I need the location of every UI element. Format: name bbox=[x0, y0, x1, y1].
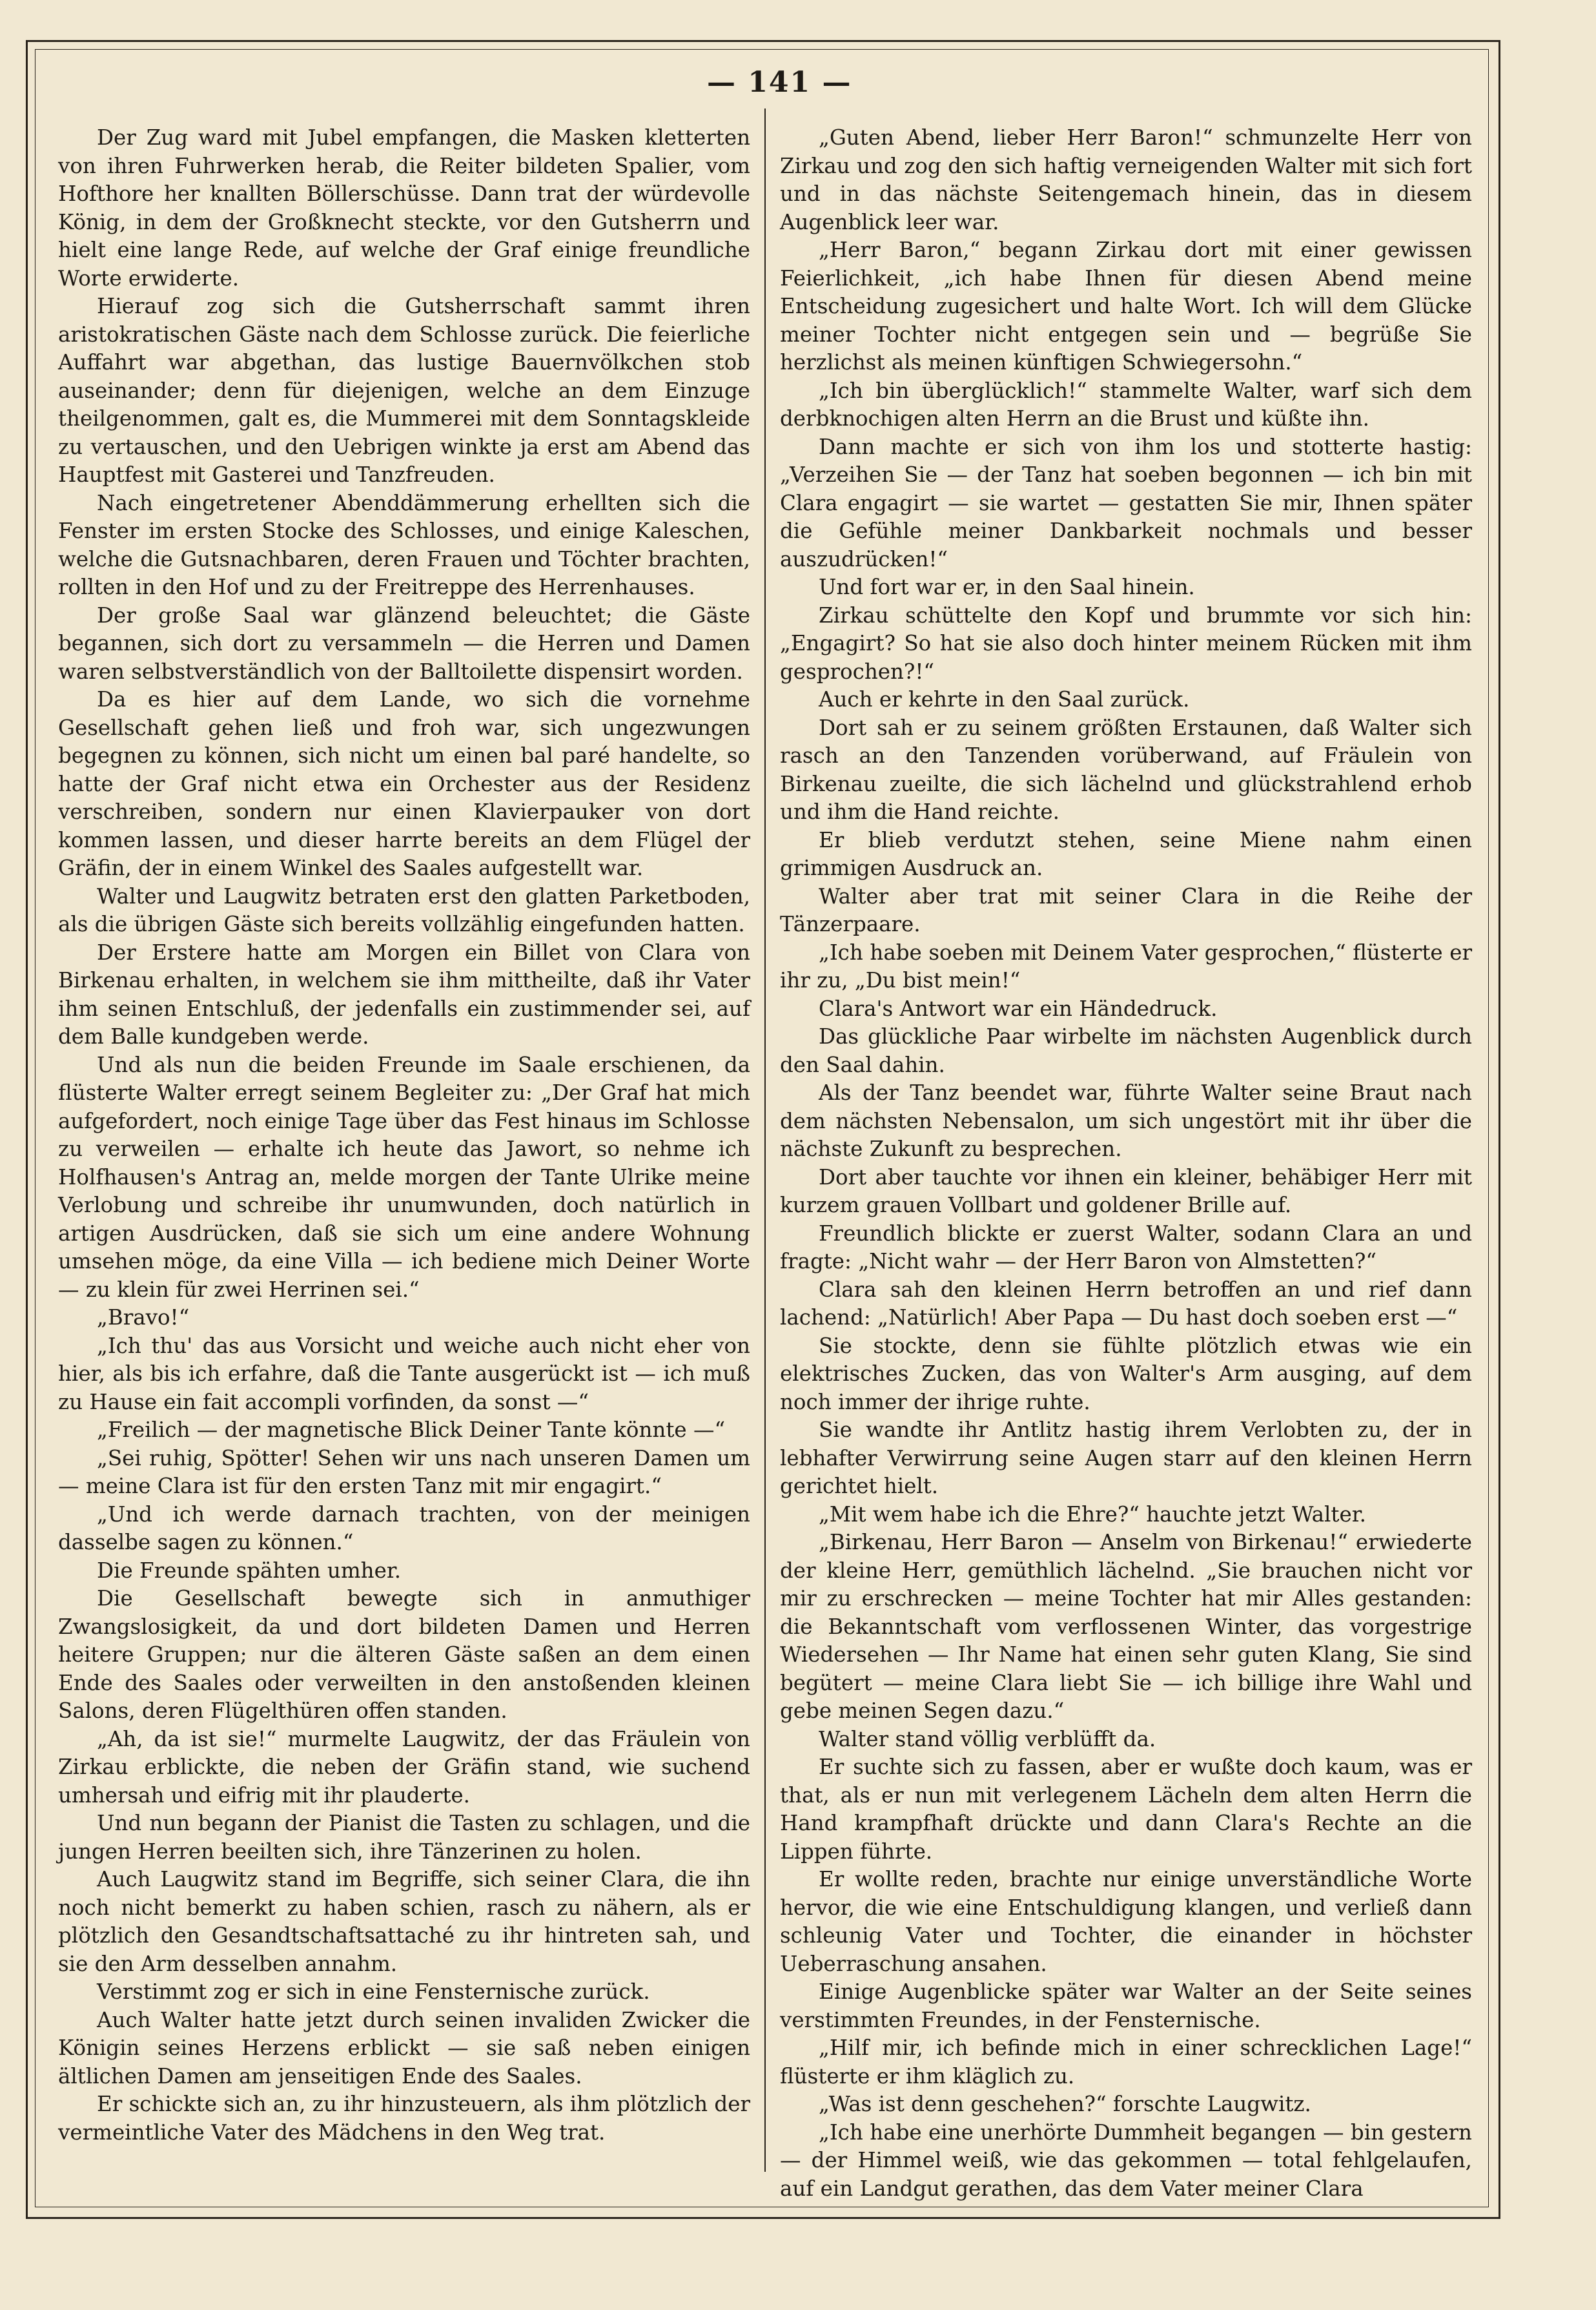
paragraph: Sie stockte, denn sie fühlte plötzlich etwas wie ein elektrisches Zucken, das von Walter's Arm ausging, auf dem noch immer der ihrige ruhte. bbox=[780, 1333, 1472, 1414]
left-column bbox=[58, 124, 750, 2147]
paragraph: „Ich thu' das aus Vorsicht und weiche auch nicht eher von hier, als bis ich erfahre, daß die Tante ausgerückt ist — ich muß zu Hause ein fait accompli vorfinden, da sonst —“ bbox=[58, 1333, 750, 1414]
column-divider bbox=[764, 108, 766, 2172]
paragraph: Er wollte reden, brachte nur einige unverständliche Worte hervor, die wie eine Entschuldigung klangen, und verließ dann schleunig Vater und Tochter, die einander in höchster Ueberraschung ansahen. bbox=[780, 1867, 1472, 1976]
paragraph: „Guten Abend, lieber Herr Baron!“ schmunzelte Herr von Zirkau und zog den sich haftig verneigenden Walter mit sich fort und in das nächste Seitengemach hinein, das in diesem Augenblick leer war. bbox=[780, 125, 1472, 234]
paragraph: „Ich habe eine unerhörte Dummheit begangen — bin gestern — der Himmel weiß, wie das gekommen — total fehlgelaufen, auf ein Landgut gerathen, das dem Vater meiner Clara bbox=[780, 2119, 1472, 2201]
paragraph: Auch Walter hatte jetzt durch seinen invaliden Zwicker die Königin seines Herzens erblickt — sie saß neben einigen ältlichen Damen am jenseitigen Ende des Saales. bbox=[58, 2007, 750, 2088]
paragraph: Walter und Laugwitz betraten erst den glatten Parketboden, als die übrigen Gäste sich bereits vollzählig eingefunden hatten. bbox=[58, 883, 750, 936]
paragraph: Auch er kehrte in den Saal zurück. bbox=[819, 687, 1190, 712]
paragraph: „Sei ruhig, Spötter! Sehen wir uns nach unseren Damen um — meine Clara ist für den ersten Tanz mit mir engagirt.“ bbox=[58, 1445, 750, 1498]
paragraph: Er blieb verdutzt stehen, seine Miene nahm einen grimmigen Ausdruck an. bbox=[780, 827, 1472, 880]
paragraph: Der Erstere hatte am Morgen ein Billet von Clara von Birkenau erhalten, in welchem sie ihm mittheilte, daß ihr Vater ihm seinen Entschluß, der jedenfalls ein zustimmender sei, auf dem Balle kundgeben werde. bbox=[58, 940, 750, 1049]
paragraph: Zirkau schüttelte den Kopf und brummte vor sich hin: „Engagirt? So hat sie also doch hinter meinem Rücken mit ihm gesprochen?!“ bbox=[780, 603, 1472, 684]
paragraph: Dort aber tauchte vor ihnen ein kleiner, behäbiger Herr mit kurzem grauen Vollbart und goldener Brille auf. bbox=[780, 1164, 1472, 1217]
paragraph: Sie wandte ihr Antlitz hastig ihrem Verlobten zu, der in lebhafter Verwirrung seine Augen starr auf den kleinen Herrn gerichtet hielt. bbox=[780, 1418, 1472, 1498]
paragraph: „Herr Baron,“ begann Zirkau dort mit einer gewissen Feierlichkeit, „ich habe Ihnen für diesen Abend meine Entscheidung zugesichert und halte Wort. Ich will dem Glücke meiner Tochter nicht entgegen sein und — begrüße Sie herzlichst als meinen künftigen Schwiegersohn.“ bbox=[780, 238, 1472, 375]
paragraph: „Mit wem habe ich die Ehre?“ hauchte jetzt Walter. bbox=[819, 1501, 1367, 1527]
paragraph: Da es hier auf dem Lande, wo sich die vornehme Gesellschaft gehen ließ und froh war, sich ungezwungen begegnen zu können, sich nicht um einen bal paré handelte, so hatte der Graf nicht etwa ein Orchester aus der Residenz verschreiben, sondern nur einen Klavierpauker von dort kommen lassen, und dieser harrte bereits an dem Flügel der Gräfin, der in einem Winkel des Saales aufgestellt war. bbox=[58, 687, 750, 880]
paragraph: Der große Saal war glänzend beleuchtet; die Gäste begannen, sich dort zu versammeln — die Herren und Damen waren selbstverständlich von der Balltoilette dispensirt worden. bbox=[58, 603, 750, 684]
paragraph: Er suchte sich zu fassen, aber er wußte doch kaum, was er that, als er nun mit verlegenem Lächeln dem alten Herrn die Hand krampfhaft drückte und dann Clara's Rechte an die Lippen führte. bbox=[780, 1755, 1472, 1864]
paragraph: Und als nun die beiden Freunde im Saale erschienen, da flüsterte Walter erregt seinem Begleiter zu: „Der Graf hat mich aufgefordert, noch einige Tage über das Fest hinaus im Schlosse zu verweilen — erhalte ich heute das Jawort, so nehme ich Holfhausen's Antrag an, melde morgen der Tante Ulrike meine Verlobung und schreibe ihr unumwunden, doch natürlich in artigen Ausdrücken, daß sie sich um eine andere Wohnung umsehen möge, da eine Villa — ich bediene mich Deiner Worte — zu klein für zwei Herrinen sei.“ bbox=[58, 1052, 750, 1302]
paragraph: Das glückliche Paar wirbelte im nächsten Augenblick durch den Saal dahin. bbox=[780, 1024, 1472, 1077]
paragraph: Nach eingetretener Abenddämmerung erhellten sich die Fenster im ersten Stocke des Schlosses, und einige Kaleschen, welche die Gutsnachbaren, deren Frauen und Töchter brachten, rollten in den Hof und zu der Freitreppe des Herrenhauses. bbox=[58, 490, 750, 599]
paragraph: „Ich bin überglücklich!“ stammelte Walter, warf sich dem derbknochigen alten Herrn an die Brust und küßte ihn. bbox=[780, 378, 1472, 431]
paragraph: Er schickte sich an, zu ihr hinzusteuern, als ihm plötzlich der vermeintliche Vater des Mädchens in den Weg trat. bbox=[58, 2092, 751, 2145]
paragraph: Und fort war er, in den Saal hinein. bbox=[819, 575, 1195, 599]
paragraph: Dann machte er sich von ihm los und stotterte hastig: „Verzeihen Sie — der Tanz hat soeben begonnen — ich bin mit Clara engagirt — sie wartet — gestatten Sie mir, Ihnen später die Gefühle meiner Dankbarkeit nochmals und besser auszudrücken!“ bbox=[780, 434, 1472, 572]
paragraph: Verstimmt zog er sich in eine Fensternische zurück. bbox=[97, 1979, 650, 2004]
paragraph: Der Zug ward mit Jubel empfangen, die Masken kletterten von ihren Fuhrwerken herab, die Reiter bildeten Spalier, vom Hofthore her knallten Böllerschüsse. Dann trat der würdevolle König, in dem der Großknecht steckte, vor den Gutsherrn und hielt eine lange Rede, auf welche der Graf einige freundliche Worte erwiderte. bbox=[58, 125, 750, 291]
paragraph: Dort sah er zu seinem größten Erstaunen, daß Walter sich rasch an den Tanzenden vorüberwand, auf Fräulein von Birkenau zueilte, die sich lächelnd und glückstrahlend erhob und ihm die Hand reichte. bbox=[780, 715, 1472, 824]
paragraph: Walter aber trat mit seiner Clara in die Reihe der Tänzerpaare. bbox=[780, 883, 1472, 936]
paragraph: Clara's Antwort war ein Händedruck. bbox=[819, 996, 1218, 1021]
paragraph: Einige Augenblicke später war Walter an der Seite seines verstimmten Freundes, in der Fensternische. bbox=[780, 1979, 1472, 2032]
paragraph: „Bravo!“ bbox=[97, 1305, 190, 1330]
paragraph: „Ah, da ist sie!“ murmelte Laugwitz, der das Fräulein von Zirkau erblickte, die neben der Gräfin stand, wie suchend umhersah und eifrig mit ihr plauderte. bbox=[58, 1726, 750, 1808]
paragraph: Auch Laugwitz stand im Begriffe, sich seiner Clara, die ihn noch nicht bemerkt zu haben schien, rasch zu nähern, als er plötzlich den Gesandtschaftsattaché zu ihr hintreten sah, und sie den Arm desselben annahm. bbox=[58, 1867, 750, 1976]
page-number: — 141 — bbox=[707, 66, 852, 99]
paragraph: „Ich habe soeben mit Deinem Vater gesprochen,“ flüsterte er ihr zu, „Du bist mein!“ bbox=[780, 940, 1472, 993]
right-column bbox=[780, 124, 1472, 2203]
paragraph: „Hilf mir, ich befinde mich in einer schrecklichen Lage!“ flüsterte er ihm kläglich zu. bbox=[780, 2036, 1472, 2088]
paragraph: „Was ist denn geschehen?“ forschte Laugwitz. bbox=[819, 2092, 1311, 2116]
paragraph: Und nun begann der Pianist die Tasten zu schlagen, und die jungen Herren beeilten sich, ihre Tänzerinen zu holen. bbox=[58, 1811, 750, 1864]
paragraph: Clara sah den kleinen Herrn betroffen an und rief dann lachend: „Natürlich! Aber Papa — Du hast doch soeben erst —“ bbox=[780, 1277, 1472, 1330]
paragraph: Die Gesellschaft bewegte sich in anmuthiger Zwangslosigkeit, da und dort bildeten Damen und Herren heitere Gruppen; nur die älteren Gäste saßen an dem einen Ende des Saales oder verweilten in den anstoßenden kleinen Salons, deren Flügelthüren offen standen. bbox=[58, 1586, 750, 1723]
paragraph: „Birkenau, Herr Baron — Anselm von Birkenau!“ erwiederte der kleine Herr, gemüthlich lächelnd. „Sie brauchen nicht vor mir zu erschrecken — meine Tochter hat mir Alles gestanden: die Bekanntschaft vom verflossenen Winter, das vorgestrige Wiedersehen — Ihr Name hat einen sehr guten Klang, Sie sind begütert — meine Clara liebt Sie — ich billige ihre Wahl und gebe meinen Segen dazu.“ bbox=[780, 1530, 1472, 1723]
paragraph: „Und ich werde darnach trachten, von der meinigen dasselbe sagen zu können.“ bbox=[58, 1501, 750, 1554]
paragraph: Freundlich blickte er zuerst Walter, sodann Clara an und fragte: „Nicht wahr — der Herr Baron von Almstetten?“ bbox=[780, 1221, 1472, 1274]
paragraph: Die Freunde spähten umher. bbox=[97, 1558, 402, 1583]
paragraph: Walter stand völlig verblüfft da. bbox=[819, 1726, 1156, 1751]
paragraph: Hierauf zog sich die Gutsherrschaft sammt ihren aristokratischen Gäste nach dem Schlosse zurück. Die feierliche Auffahrt war abgethan, das lustige Bauernvölkchen stob auseinander; denn für diejenigen, welche an dem Einzuge theilgenommen, galt es, die Mummerei mit dem Sonntagskleide zu vertauschen, und den Uebrigen winkte ja erst am Abend das Hauptfest mit Gasterei und Tanzfreuden. bbox=[58, 294, 750, 487]
paragraph: Als der Tanz beendet war, führte Walter seine Braut nach dem nächsten Nebensalon, um sich ungestört mit ihr über die nächste Zukunft zu besprechen. bbox=[780, 1080, 1472, 1161]
paragraph: „Freilich — der magnetische Blick Deiner Tante könnte —“ bbox=[97, 1418, 726, 1442]
